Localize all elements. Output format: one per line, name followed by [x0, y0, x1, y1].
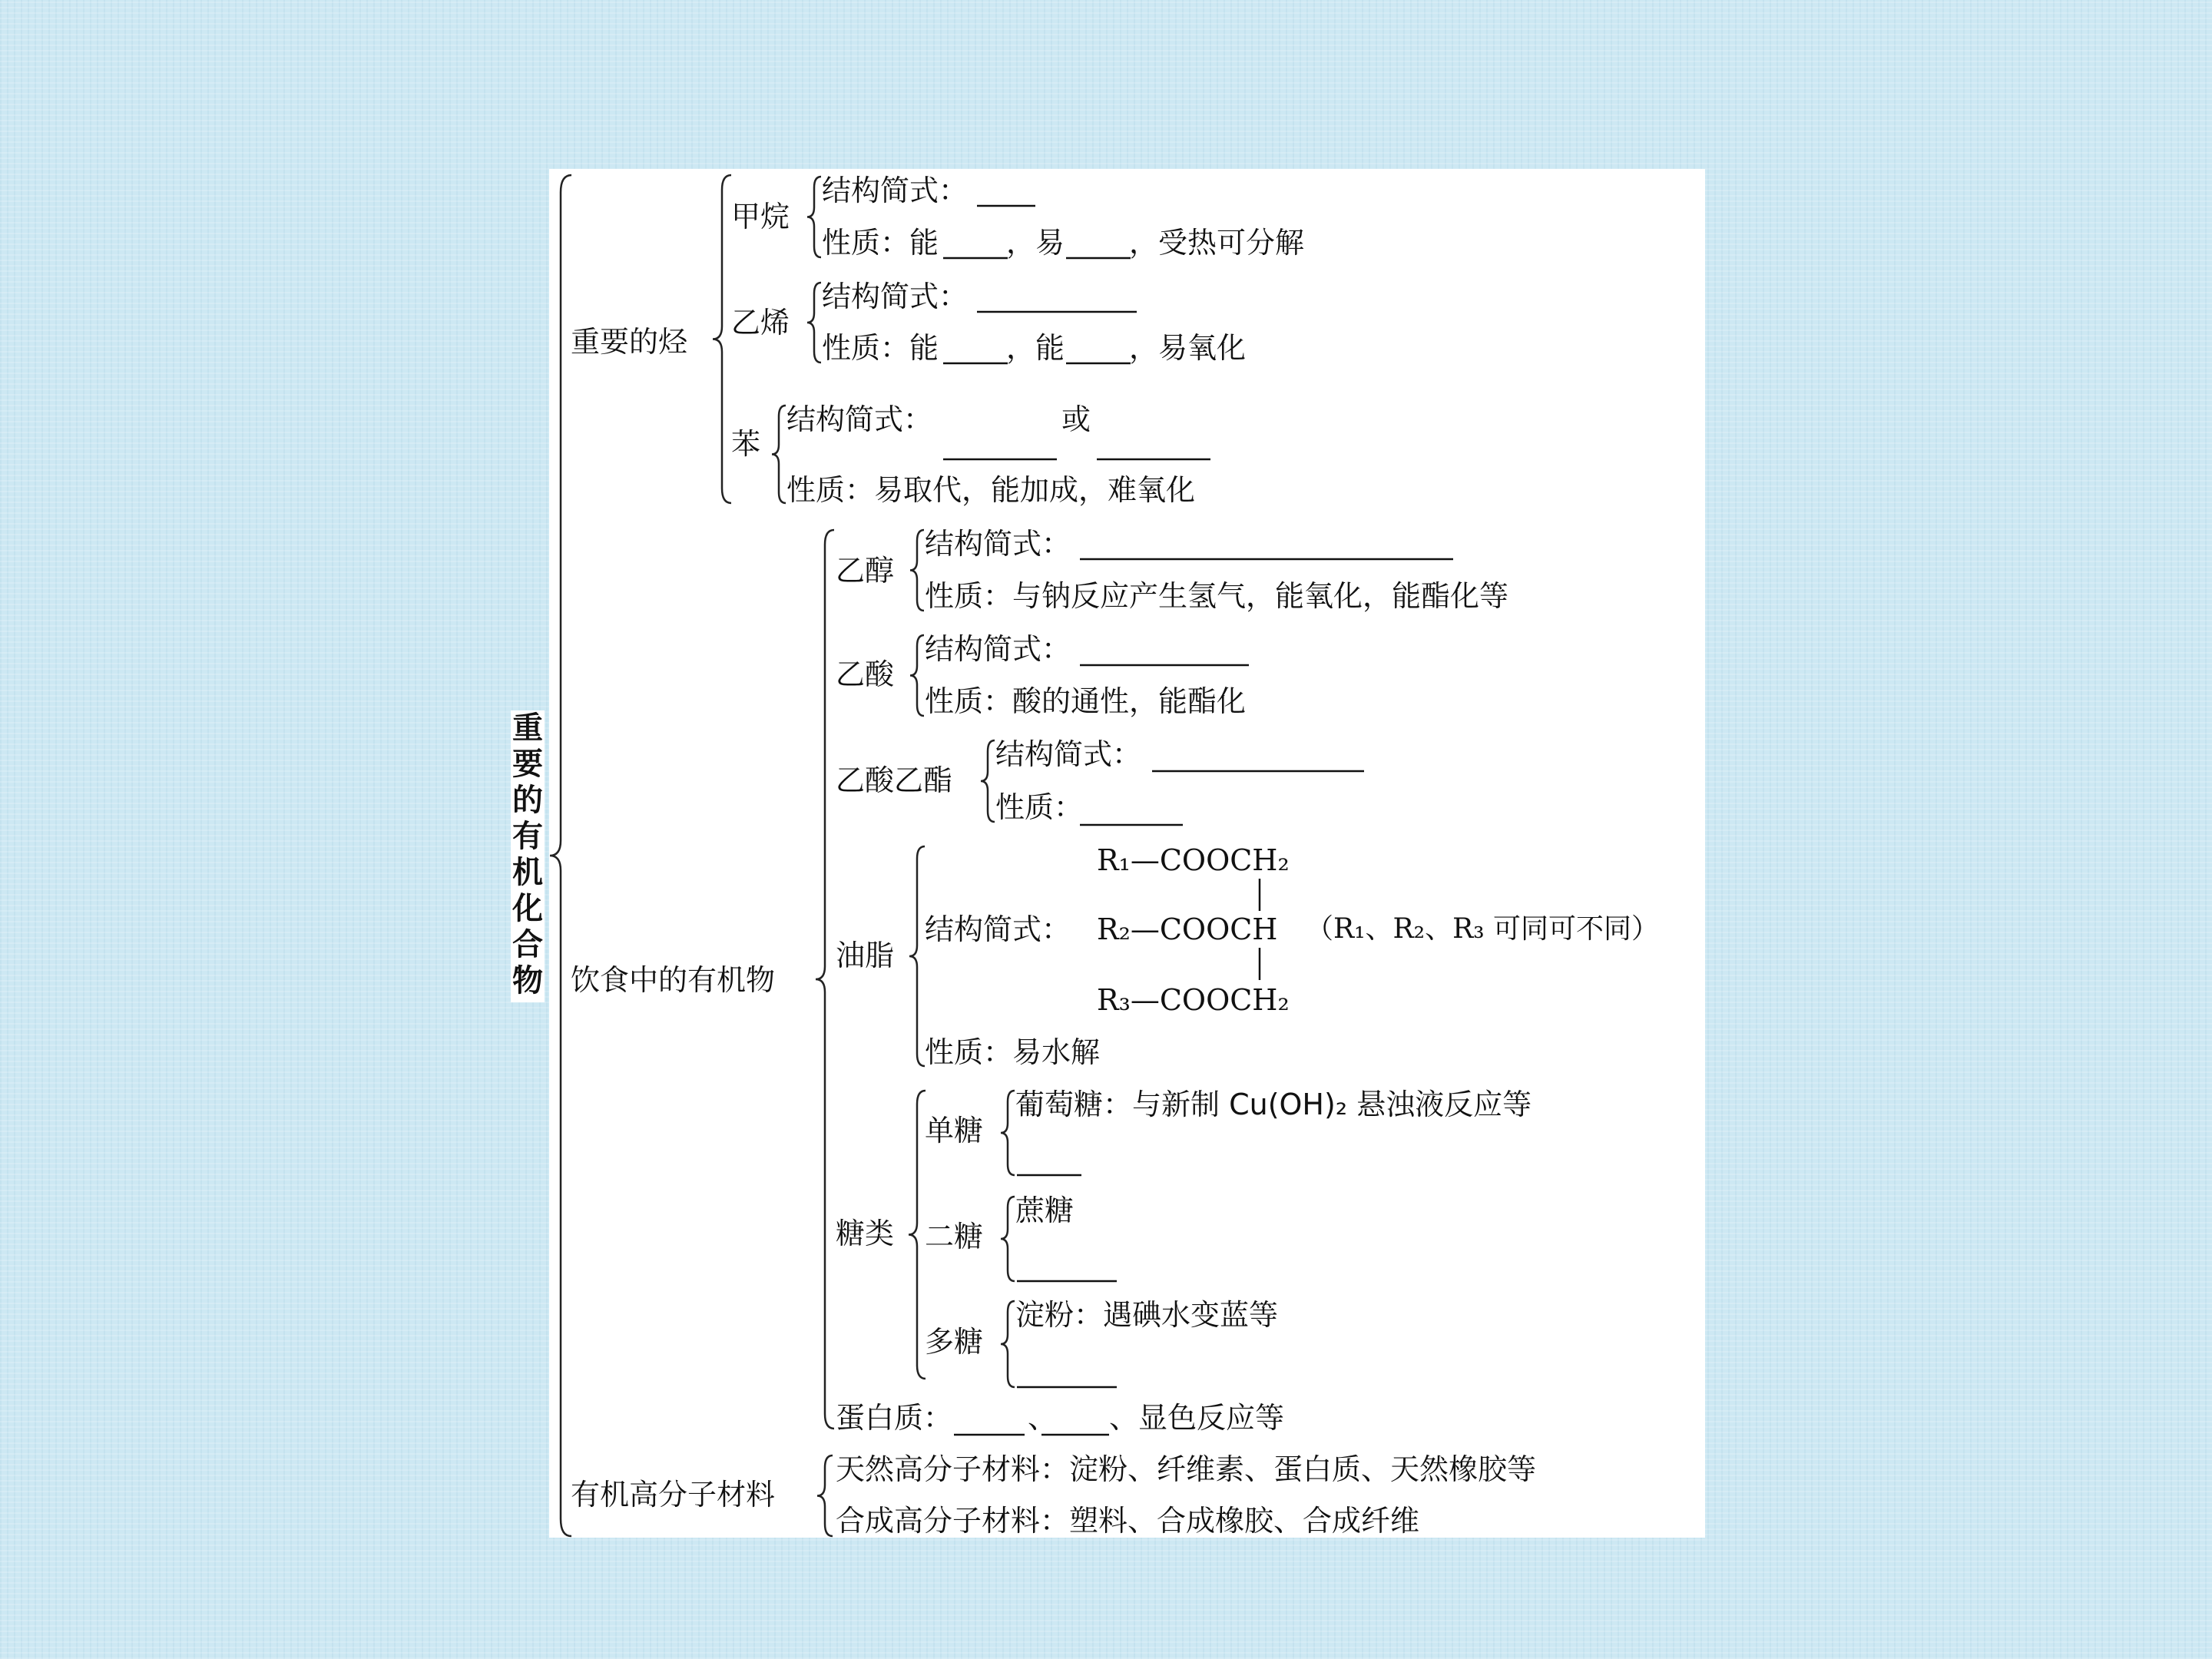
ethylene-props-b: ，能: [1006, 331, 1065, 365]
poly-sugar-item: 淀粉：遇碘水变蓝等: [1015, 1298, 1279, 1332]
ethanol-props: 性质：与钠反应产生氢气，能氧化，能酯化等: [925, 579, 1509, 613]
fat-formula-line1: R₁—COOCH₂: [1097, 843, 1290, 877]
mono-sugar-item: 葡萄糖：与新制 Cu(OH)₂ 悬浊液反应等: [1015, 1088, 1532, 1121]
ethylene-props-c: ，易氧化: [1129, 331, 1247, 365]
methane-props-a: 性质：能: [822, 226, 939, 260]
methane-props-c: ，受热可分解: [1129, 226, 1305, 260]
benzene-props: 性质：易取代，能加成，难氧化: [786, 473, 1196, 507]
di-sugar-label: 二糖: [925, 1220, 984, 1253]
ethylene-label: 乙烯: [731, 306, 790, 339]
ethyl-acetate-structure: 结构简式：: [995, 737, 1142, 771]
food-label: 饮食中的有机物: [571, 963, 776, 997]
brace-4: [910, 635, 924, 716]
brace-10: [1001, 1301, 1015, 1387]
benzene-structure: 结构简式：: [786, 402, 933, 436]
fat-structure: 结构简式：: [925, 912, 1071, 946]
protein-tail: 、显色反应等: [1109, 1401, 1285, 1435]
protein-label: 蛋白质：: [836, 1401, 953, 1435]
poly-sugar-label: 多糖: [925, 1325, 984, 1359]
brace-6: [909, 846, 925, 1066]
ethanol-structure: 结构简式：: [925, 527, 1071, 561]
acetic-acid-label: 乙酸: [836, 657, 895, 691]
benzene-label: 苯: [731, 427, 761, 461]
brace-2: [772, 406, 786, 503]
ethanol-label: 乙醇: [836, 554, 895, 588]
brace-0: [807, 177, 821, 257]
ethylene-structure: 结构简式：: [822, 280, 969, 313]
polymers-brace: [817, 1455, 833, 1536]
mono-sugar-label: 单糖: [925, 1114, 984, 1147]
brace-7: [909, 1091, 926, 1379]
di-sugar-item: 蔗糖: [1015, 1194, 1075, 1227]
brace-3: [910, 530, 924, 611]
benzene-or: 或: [1061, 402, 1091, 436]
fat-formula-line3: R₃—COOCH₂: [1097, 983, 1290, 1017]
brace-1: [807, 283, 821, 363]
acetic-acid-props: 性质：酸的通性，能酯化: [925, 684, 1247, 718]
ethylene-props-a: 性质：能: [822, 331, 939, 365]
fat-props: 性质：易水解: [925, 1035, 1101, 1069]
methane-structure: 结构简式：: [822, 174, 969, 207]
hydrocarbons-label: 重要的烃: [571, 325, 688, 359]
fat-note: （R₁、R₂、R₃ 可同可不同）: [1306, 913, 1660, 945]
ethyl-acetate-props: 性质：: [995, 790, 1084, 824]
food-brace: [816, 530, 834, 1429]
sugars-label: 糖类: [836, 1217, 895, 1250]
root-label: 重要的有机化合物: [511, 710, 545, 1002]
methane-label: 甲烷: [731, 200, 790, 233]
root-brace: [550, 175, 571, 1536]
protein-sep: 、: [1028, 1401, 1058, 1435]
polymers-synthetic: 合成高分子材料：塑料、合成橡胶、合成纤维: [836, 1504, 1420, 1538]
methane-props-b: ，易: [1006, 226, 1065, 260]
brace-5: [981, 740, 995, 822]
acetic-acid-structure: 结构简式：: [925, 632, 1071, 666]
polymers-label: 有机高分子材料: [571, 1478, 776, 1512]
brace-8: [1001, 1091, 1015, 1175]
fat-formula-line2: R₂—COOCH: [1097, 912, 1278, 946]
polymers-natural: 天然高分子材料：淀粉、纤维素、蛋白质、天然橡胶等: [836, 1452, 1537, 1486]
fat-label: 油脂: [836, 939, 895, 972]
ethyl-acetate-label: 乙酸乙酯: [836, 763, 953, 797]
hydrocarbons-brace: [713, 175, 731, 503]
brace-9: [1001, 1197, 1015, 1281]
